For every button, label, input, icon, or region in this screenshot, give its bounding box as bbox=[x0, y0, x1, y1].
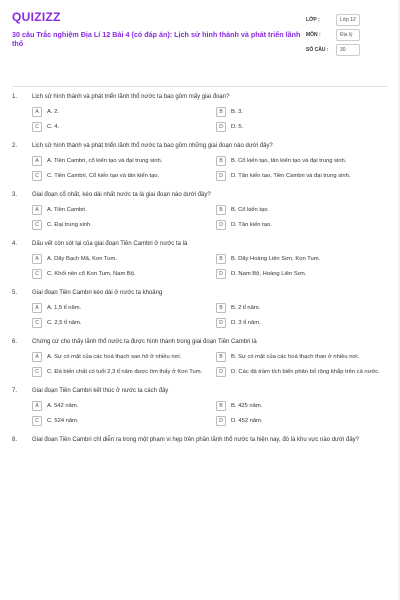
answer-option[interactable] bbox=[216, 416, 398, 426]
answer-option[interactable] bbox=[216, 122, 398, 132]
option-letter-box[interactable]: A bbox=[32, 352, 42, 362]
answer-option[interactable] bbox=[32, 254, 214, 264]
option-letter-box[interactable]: B bbox=[216, 205, 226, 215]
option-text: B. Dãy Hoàng Liên Sơn, Kon Tum. bbox=[231, 255, 321, 262]
question-head bbox=[12, 338, 388, 346]
brand-block bbox=[12, 10, 302, 48]
option-letter-box[interactable]: A bbox=[32, 107, 42, 117]
question-head bbox=[12, 387, 388, 395]
option-letter-box[interactable]: D bbox=[216, 122, 226, 132]
question-text: Chứng cứ cho thấy lãnh thổ nước ta được hình thành trong giai đoạn Tiền Cambri là bbox=[32, 339, 257, 345]
question-item bbox=[12, 240, 388, 279]
answer-options bbox=[12, 254, 388, 279]
answer-options bbox=[12, 303, 388, 328]
question-item bbox=[12, 436, 388, 444]
option-letter-box[interactable]: D bbox=[216, 416, 226, 426]
option-text: A. 1,5 tỉ năm. bbox=[47, 304, 82, 311]
answer-option[interactable] bbox=[216, 254, 398, 264]
question-head bbox=[12, 289, 388, 297]
question-item bbox=[12, 93, 388, 132]
option-text: D. 452 năm. bbox=[231, 417, 263, 424]
answer-option[interactable] bbox=[32, 416, 214, 426]
option-letter-box[interactable]: D bbox=[216, 171, 226, 181]
option-letter-box[interactable]: C bbox=[32, 367, 42, 377]
option-letter-box[interactable]: A bbox=[32, 205, 42, 215]
option-text: B. Cổ kiến tạo. bbox=[231, 206, 270, 213]
option-letter-box[interactable]: A bbox=[32, 401, 42, 411]
answer-option[interactable] bbox=[216, 156, 398, 166]
answer-option[interactable] bbox=[32, 318, 214, 328]
option-text: C. Đại trung sinh. bbox=[47, 221, 92, 228]
answer-option[interactable] bbox=[32, 122, 214, 132]
answer-option[interactable] bbox=[32, 171, 214, 181]
question-head bbox=[12, 93, 388, 101]
option-letter-box[interactable]: B bbox=[216, 254, 226, 264]
answer-option[interactable] bbox=[32, 352, 214, 362]
option-text: B. Cổ kiến tạo, tân kiến tạo và đại trung sinh. bbox=[231, 157, 347, 164]
answer-options bbox=[12, 401, 388, 426]
question-number: 3. bbox=[12, 192, 18, 198]
question-text: Giai đoạn Tiền Cambri chỉ diễn ra trong một phạm vi hẹp trên phần lãnh thổ nước ta hiện nay, đó là khu vực nào dưới đây? bbox=[32, 437, 359, 443]
option-text: D. 3 tỉ năm. bbox=[231, 319, 261, 326]
answer-option[interactable] bbox=[216, 318, 398, 328]
answer-options bbox=[12, 352, 388, 377]
question-item bbox=[12, 142, 388, 181]
answer-option[interactable] bbox=[216, 107, 398, 117]
option-letter-box[interactable]: D bbox=[216, 318, 226, 328]
question-number: 7. bbox=[12, 388, 18, 394]
option-text: D. 5. bbox=[231, 123, 244, 130]
worksheet-title: 30 câu Trắc nghiệm Địa Lí 12 Bài 4 (có đáp án): Lịch sử hình thành và phát triển lãnh thổ bbox=[12, 30, 301, 48]
answer-option[interactable] bbox=[32, 401, 214, 411]
option-letter-box[interactable]: B bbox=[216, 303, 226, 313]
option-letter-box[interactable]: D bbox=[216, 269, 226, 279]
question-item bbox=[12, 338, 388, 377]
quizizz-logo: QUIZIZZ bbox=[12, 10, 61, 24]
option-text: A. Dãy Bạch Mã, Kon Tum. bbox=[47, 255, 117, 262]
answer-option[interactable] bbox=[216, 352, 398, 362]
answer-option[interactable] bbox=[216, 401, 398, 411]
option-letter-box[interactable]: B bbox=[216, 156, 226, 166]
answer-options bbox=[12, 107, 388, 132]
question-number: 8. bbox=[12, 437, 18, 443]
question-number: 2. bbox=[12, 143, 18, 149]
meta-value-subject: Địa lý bbox=[336, 29, 360, 41]
option-text: C. 4. bbox=[47, 123, 60, 130]
question-item bbox=[12, 191, 388, 230]
question-text: Lịch sử hình thành và phát triển lãnh thổ nước ta bao gồm những giai đoạn nào dưới đây? bbox=[32, 143, 273, 149]
option-text: A. 542 năm. bbox=[47, 402, 79, 409]
option-letter-box[interactable]: D bbox=[216, 220, 226, 230]
worksheet-meta bbox=[306, 14, 388, 59]
option-text: C. Khối nền cổ Kon Tum, Nam Bộ. bbox=[47, 270, 136, 277]
meta-row-subject bbox=[306, 29, 388, 41]
option-text: A. Tiền Cambri, cổ kiến tạo và đại trung sinh. bbox=[47, 157, 163, 164]
option-letter-box[interactable]: C bbox=[32, 269, 42, 279]
option-text: B. 3. bbox=[231, 108, 243, 115]
option-letter-box[interactable]: C bbox=[32, 220, 42, 230]
question-item bbox=[12, 289, 388, 328]
meta-row-class bbox=[306, 14, 388, 26]
question-number: 1. bbox=[12, 94, 18, 100]
question-list bbox=[12, 87, 388, 444]
option-text: C. 524 năm. bbox=[47, 417, 79, 424]
meta-row-count bbox=[306, 44, 388, 56]
answer-option[interactable] bbox=[32, 156, 214, 166]
question-head bbox=[12, 240, 388, 248]
option-letter-box[interactable]: C bbox=[32, 122, 42, 132]
answer-option[interactable] bbox=[32, 269, 214, 279]
answer-option[interactable] bbox=[32, 107, 214, 117]
answer-option[interactable] bbox=[32, 303, 214, 313]
meta-value-count: 30 bbox=[336, 44, 360, 56]
option-text: B. Sự có mặt của các hoá thạch than ở nhiều nơi. bbox=[231, 353, 360, 360]
option-letter-box[interactable]: B bbox=[216, 107, 226, 117]
meta-label-subject: MÔN : bbox=[306, 32, 321, 38]
question-text: Giai đoạn Tiền Cambri kết thúc ở nước ta cách đây bbox=[32, 388, 169, 394]
question-number: 4. bbox=[12, 241, 18, 247]
answer-option[interactable] bbox=[216, 171, 398, 181]
option-text: D. Tân kiến tạo. bbox=[231, 221, 272, 228]
option-letter-box[interactable]: C bbox=[32, 416, 42, 426]
option-text: D. Các đá trầm tích biển phân bố rộng khắp trên cả nước. bbox=[231, 368, 380, 375]
answer-option[interactable] bbox=[32, 220, 214, 230]
option-letter-box[interactable]: A bbox=[32, 254, 42, 264]
answer-option[interactable] bbox=[216, 303, 398, 313]
question-number: 6. bbox=[12, 339, 18, 345]
answer-option[interactable] bbox=[216, 367, 398, 377]
question-text: Giai đoạn Tiền Cambri kéo dài ở nước ta khoảng bbox=[32, 290, 163, 296]
question-head bbox=[12, 436, 388, 444]
question-item bbox=[12, 387, 388, 426]
answer-options bbox=[12, 205, 388, 230]
question-number: 5. bbox=[12, 290, 18, 296]
option-letter-box[interactable]: B bbox=[216, 401, 226, 411]
answer-option[interactable] bbox=[216, 220, 398, 230]
option-text: D. Nam Bộ, Hoàng Liên Sơn. bbox=[231, 270, 307, 277]
worksheet-header bbox=[12, 10, 388, 78]
option-text: B. 2 tỉ năm. bbox=[231, 304, 261, 311]
answer-option[interactable] bbox=[216, 269, 398, 279]
option-letter-box[interactable]: B bbox=[216, 352, 226, 362]
question-text: Lịch sử hình thành và phát triển lãnh thổ nước ta bao gồm mấy giai đoạn? bbox=[32, 94, 230, 100]
option-letter-box[interactable]: C bbox=[32, 171, 42, 181]
option-text: C. 2,5 tỉ năm. bbox=[47, 319, 82, 326]
question-text: Giai đoạn cổ nhất, kéo dài nhất nước ta là giai đoạn nào dưới đây? bbox=[32, 192, 211, 198]
question-head bbox=[12, 142, 388, 150]
meta-value-class: Lớp 12 bbox=[336, 14, 360, 26]
option-text: C. Tiền Cambri, Cổ kiến tạo và tân kiến tạo. bbox=[47, 172, 160, 179]
option-text: A. Tiền Cambri. bbox=[47, 206, 87, 213]
meta-label-count: SỐ CÂU : bbox=[306, 47, 329, 53]
option-text: D. Tân kiến tạo, Tiền Cambri và đại trung sinh. bbox=[231, 172, 351, 179]
answer-option[interactable] bbox=[216, 205, 398, 215]
question-text: Dấu vết còn sót lại của giai đoạn Tiền Cambri ở nước ta là bbox=[32, 241, 188, 247]
question-head bbox=[12, 191, 388, 199]
option-letter-box[interactable]: C bbox=[32, 318, 42, 328]
option-text: A. Sự có mặt của các hoá thạch san hô ở nhiều nơi. bbox=[47, 353, 182, 360]
option-letter-box[interactable]: A bbox=[32, 156, 42, 166]
answer-option[interactable] bbox=[32, 367, 214, 377]
option-text: A. 2. bbox=[47, 108, 59, 115]
meta-label-class: LỚP : bbox=[306, 17, 320, 23]
option-text: B. 425 năm. bbox=[231, 402, 263, 409]
option-letter-box[interactable]: D bbox=[216, 367, 226, 377]
option-text: C. Đá biến chất có tuổi 2,3 tỉ năm được tìm thấy ở Kon Tum. bbox=[47, 368, 203, 375]
answer-option[interactable] bbox=[32, 205, 214, 215]
option-letter-box[interactable]: A bbox=[32, 303, 42, 313]
answer-options bbox=[12, 156, 388, 181]
